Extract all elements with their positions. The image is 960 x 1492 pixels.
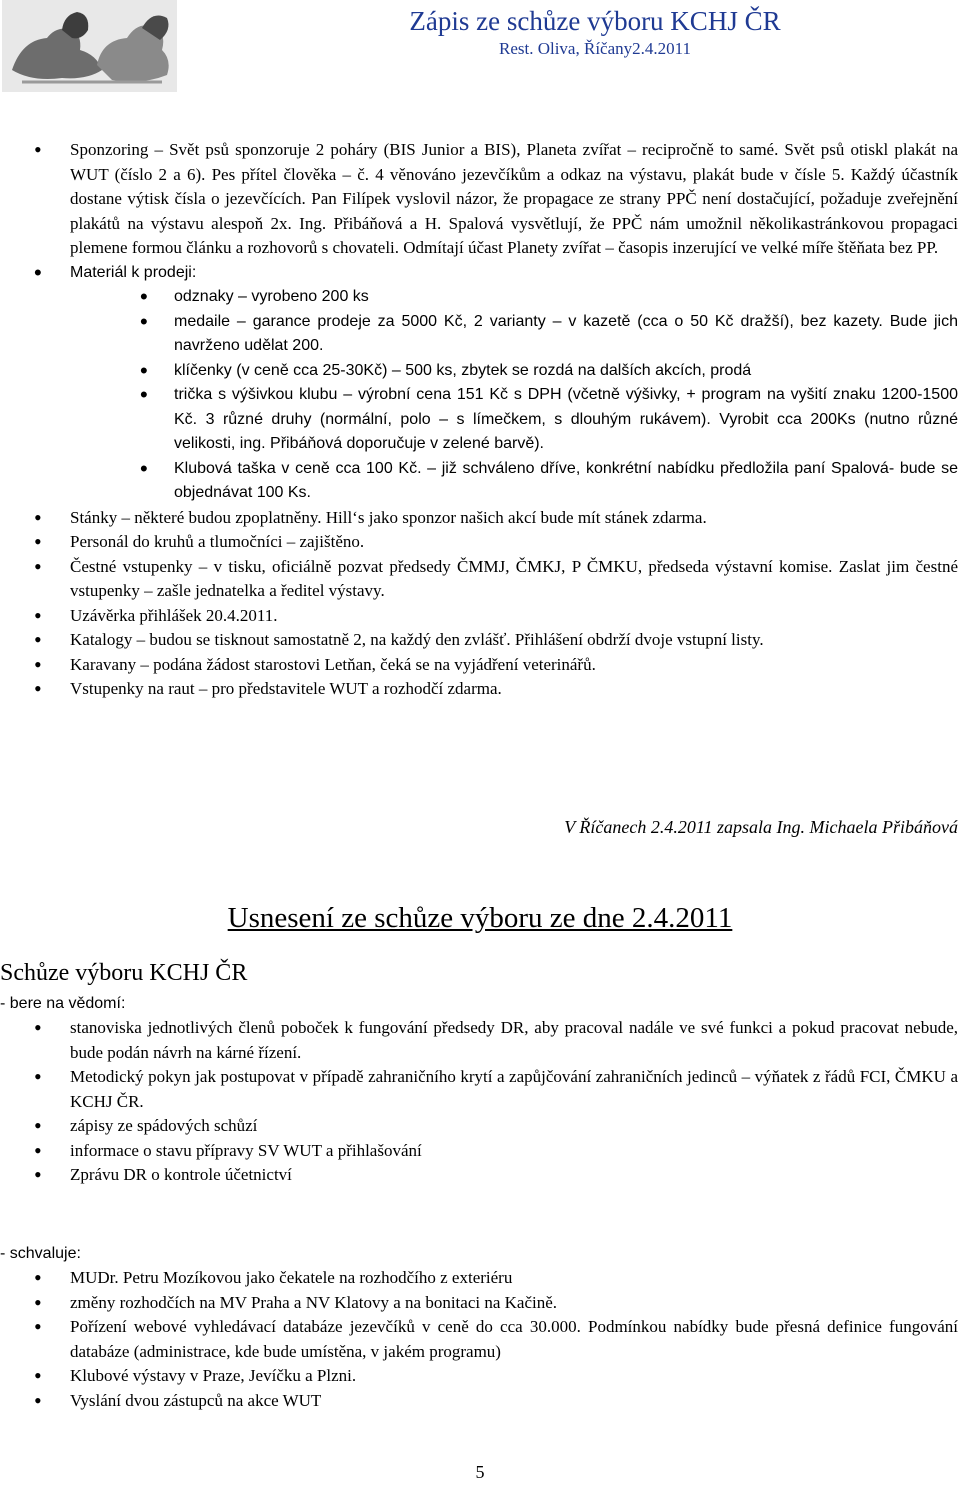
list-item: • Uzávěrka přihlášek 20.4.2011. — [0, 604, 958, 629]
page-number: 5 — [475, 1462, 485, 1482]
list-item: • odznaky – vyrobeno 200 ks — [70, 285, 958, 310]
document-title: Zápis ze schůze výboru KCHJ ČR — [409, 6, 781, 36]
notes-list — [0, 1016, 958, 1188]
material-list — [70, 285, 958, 506]
list-item-label: Materiál k prodeji: — [70, 263, 197, 281]
list-item: • Pořízení webové vyhledávací databáze jezevčíků v ceně do cca 30.000. Podmínkou nabídky bude přesná definice fungování databáze (administrace, kde bude umístěna, v jakém programu) — [0, 1315, 958, 1364]
list-item: • klíčenky (v ceně cca 25-30Kč) – 500 ks, zbytek se rozdá na dalších akcích, prodá — [70, 359, 958, 384]
list-item: • MUDr. Petru Mozíkovou jako čekatele na rozhodčího z exteriéru — [0, 1266, 958, 1291]
list-item: • medaile – garance prodeje za 5000 Kč, 2 varianty – v kazetě (cca o 50 Kč dražší), bez kazety. Bude jich navrženo udělat 200. — [70, 310, 958, 359]
document-subtitle: Rest. Oliva, Říčany2.4.2011 — [498, 39, 691, 58]
list-item: • trička s výšivkou klubu – výrobní cena 151 Kč s DPH (včetně výšivky, + program na vyšití znaku 1200-1500 Kč. 3 různé druhy (normální, polo – s límečkem, s dlouhým rukávem). Vyrobit cca 200Ks (nutno různé velikosti, ing. Přibáňová doporučuje v zelené barvě). — [70, 383, 958, 457]
approve-label: - schvaluje: — [0, 1245, 81, 1262]
list-item: • Klubová taška v ceně cca 100 Kč. – již schváleno dříve, konkrétní nabídku předložila paní Spalová- bude se objednávat 100 Ks. — [70, 457, 958, 506]
list-item: • Katalogy – budou se tisknout samostatně 2, na každý den zvlášť. Přihlášení obdrží dvoje vstupní listy. — [0, 628, 958, 653]
list-item: • Vyslání dvou zástupců na akce WUT — [0, 1389, 958, 1414]
list-item: • Čestné vstupenky – v tisku, oficiálně pozvat předsedy ČMMJ, ČMKJ, P ČMKU, předseda výstavní komise. Zaslat jim čestné vstupenky – zašle jednatelka a ředitel výstavy. — [0, 555, 958, 604]
signature-line: V Říčanech 2.4.2011 zapsala Ing. Michaela Přibáňová — [564, 817, 958, 837]
notes-label: - bere na vědomí: — [0, 995, 126, 1012]
list-item: • Metodický pokyn jak postupovat v případě zahraničního krytí a zapůjčování zahraničních jedinců – výňatek z řádů FCI, ČMKU a KCHJ ČR. — [0, 1065, 958, 1114]
minutes-list — [0, 138, 958, 702]
list-item: • Vstupenky na raut – pro představitele WUT a rozhodčí zdarma. — [0, 677, 958, 702]
list-item: • stanoviska jednotlivých členů poboček k fungování předsedy DR, aby pracoval nadále ve své funkci a pokud pracovat nebude, bude podán návrh na kárné řízení. — [0, 1016, 958, 1065]
section-title: Schůze výboru KCHJ ČR — [0, 960, 248, 986]
document-header — [230, 4, 960, 60]
list-item: • zápisy ze spádových schůzí — [0, 1114, 958, 1139]
resolution-title-text: Usnesení ze schůze výboru ze dne 2.4.2011 — [227, 902, 733, 934]
list-item: • změny rozhodčích na MV Praha a NV Klatovy a na bonitaci na Kačině. — [0, 1291, 958, 1316]
list-item: • Zprávu DR o kontrole účetnictví — [0, 1163, 958, 1188]
list-item — [0, 261, 958, 506]
dachshund-dogs-logo-icon — [2, 0, 177, 92]
list-item: • Klubové výstavy v Praze, Jevíčku a Plzni. — [0, 1364, 958, 1389]
list-item: • Stánky – některé budou zpoplatněny. Hill‘s jako sponzor našich akcí bude mít stánek zdarma. — [0, 506, 958, 531]
approve-list — [0, 1266, 958, 1413]
list-item: • Sponzoring – Svět psů sponzoruje 2 poháry (BIS Junior a BIS), Planeta zvířat – recipročně to samé. Svět psů otiskl plakát na WUT (číslo 2 a 6). Pes přítel člověka – č. 4 věnováno jezevčíkům a odkaz na výstavu, plakát bude v čísle 5. Každý účastník dostane výtisk čísla o jezevčících. Pan Filípek vyslovil názor, že propagace ze strany PPČ není dostačující, požaduje zveřejnění plakátů na výstavu alespoň 2x. Ing. Přibáňová a H. Spalová vysvětlují, že PPČ nám umožnil několikastránkovou propagaci plemene formou článku a rozhovorů s chovateli. Odmítají účast Planety zvířat – časopis inzerující ve velké míře štěňata bez PP. — [0, 138, 958, 261]
list-item: • Personál do kruhů a tlumočníci – zajištěno. — [0, 530, 958, 555]
list-item: • informace o stavu přípravy SV WUT a přihlašování — [0, 1139, 958, 1164]
resolution-title — [0, 900, 960, 936]
list-item: • Karavany – podána žádost starostovi Letňan, čeká se na vyjádření veterinářů. — [0, 653, 958, 678]
